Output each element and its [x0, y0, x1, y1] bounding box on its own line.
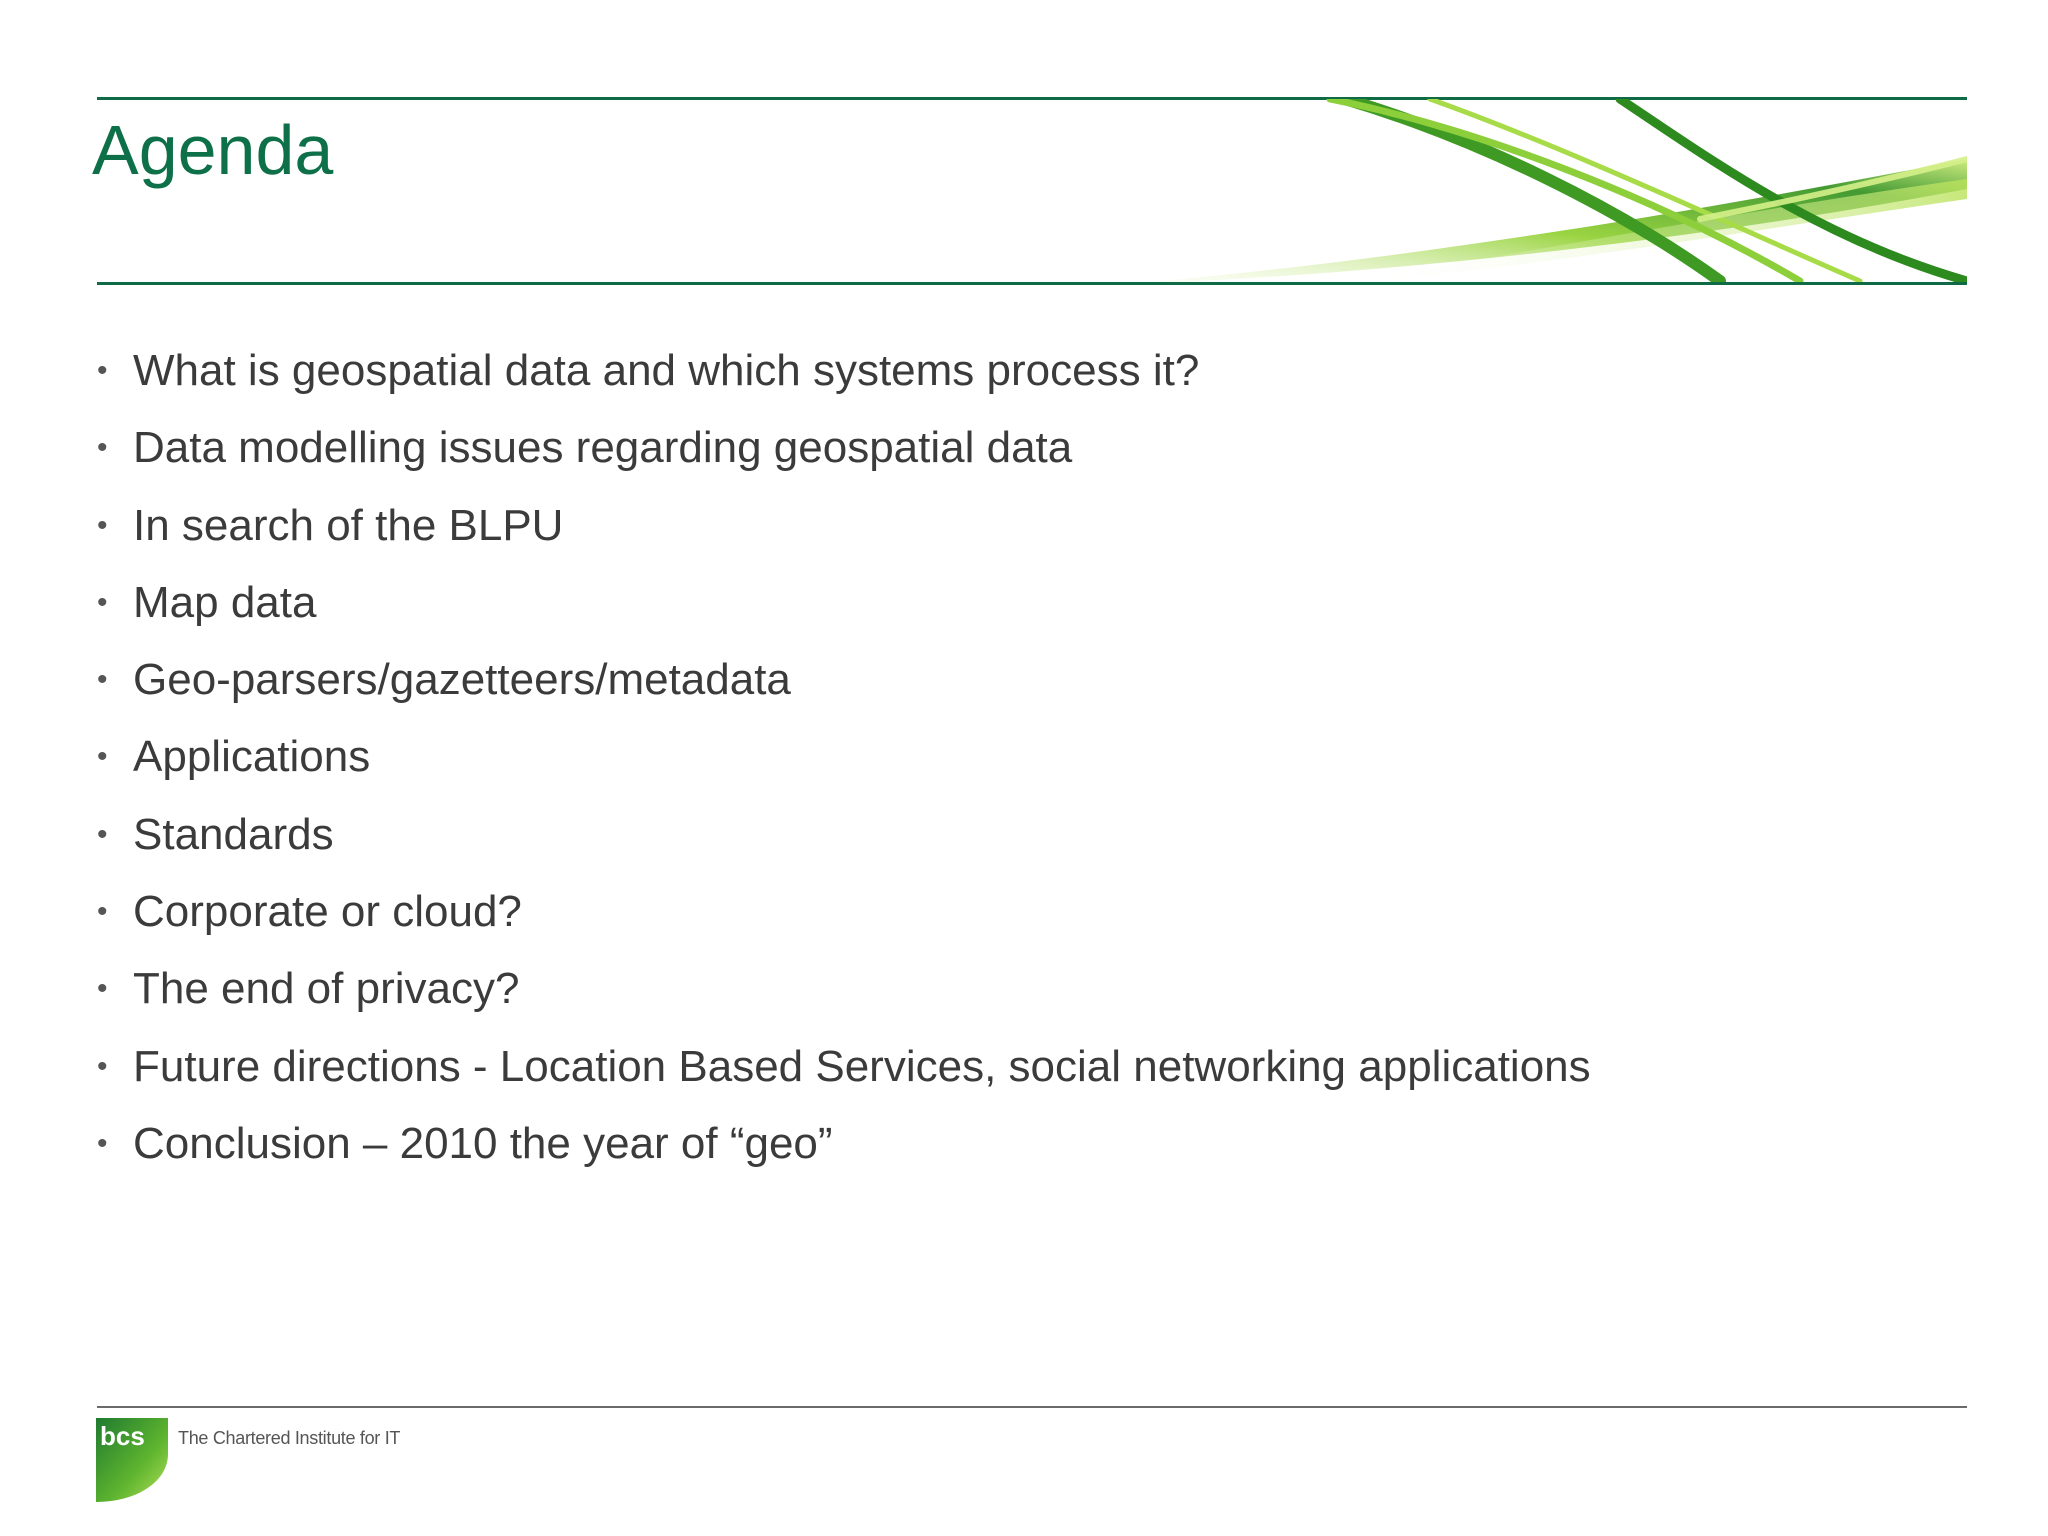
bullet-icon: •: [97, 431, 108, 465]
agenda-item: [97, 1113, 1897, 1190]
agenda-item-text: Map data: [133, 577, 317, 627]
agenda-item-text: Future directions - Location Based Services, social networking applications: [133, 1041, 1591, 1091]
agenda-item-text: Standards: [133, 809, 334, 859]
agenda-item: [97, 417, 1897, 494]
agenda-item: [97, 804, 1897, 881]
footer-tagline: The Chartered Institute for IT: [178, 1428, 401, 1448]
agenda-item-text: What is geospatial data and which systems process it?: [133, 346, 1200, 395]
green-swoosh-decoration: [1100, 99, 1967, 284]
agenda-item-text: Data modelling issues regarding geospatial data: [133, 423, 1073, 473]
agenda-list: [97, 340, 1897, 1190]
svg-text:bcs: bcs: [100, 1421, 145, 1451]
agenda-item: [97, 649, 1897, 726]
slide-title: Agenda: [92, 111, 334, 189]
agenda-item-text: Applications: [133, 732, 371, 782]
agenda-item-text: In search of the BLPU: [133, 500, 564, 550]
footer-rule: [97, 1406, 1967, 1408]
bullet-icon: •: [97, 1049, 108, 1083]
agenda-item-text: Conclusion – 2010 the year of “geo”: [133, 1118, 833, 1168]
agenda-item: [97, 1036, 1897, 1113]
bcs-logo-icon: [96, 1418, 168, 1502]
agenda-item: [97, 881, 1897, 958]
bullet-icon: •: [97, 354, 108, 387]
bullet-icon: •: [97, 817, 108, 851]
agenda-item: [97, 495, 1897, 572]
agenda-item-text: Corporate or cloud?: [133, 887, 522, 937]
bullet-icon: •: [97, 972, 108, 1006]
agenda-item: [97, 572, 1897, 649]
agenda-item-text: Geo-parsers/gazetteers/metadata: [133, 655, 791, 705]
header-bottom-rule: [97, 282, 1967, 285]
bullet-icon: •: [97, 585, 108, 619]
bullet-icon: •: [97, 508, 108, 542]
agenda-item: [97, 340, 1897, 417]
agenda-item: [97, 958, 1897, 1035]
bullet-icon: •: [97, 895, 108, 929]
agenda-item-text: The end of privacy?: [133, 964, 520, 1014]
bullet-icon: •: [97, 1126, 108, 1160]
bullet-icon: •: [97, 663, 108, 697]
bullet-icon: •: [97, 740, 108, 774]
agenda-item: [97, 726, 1897, 803]
